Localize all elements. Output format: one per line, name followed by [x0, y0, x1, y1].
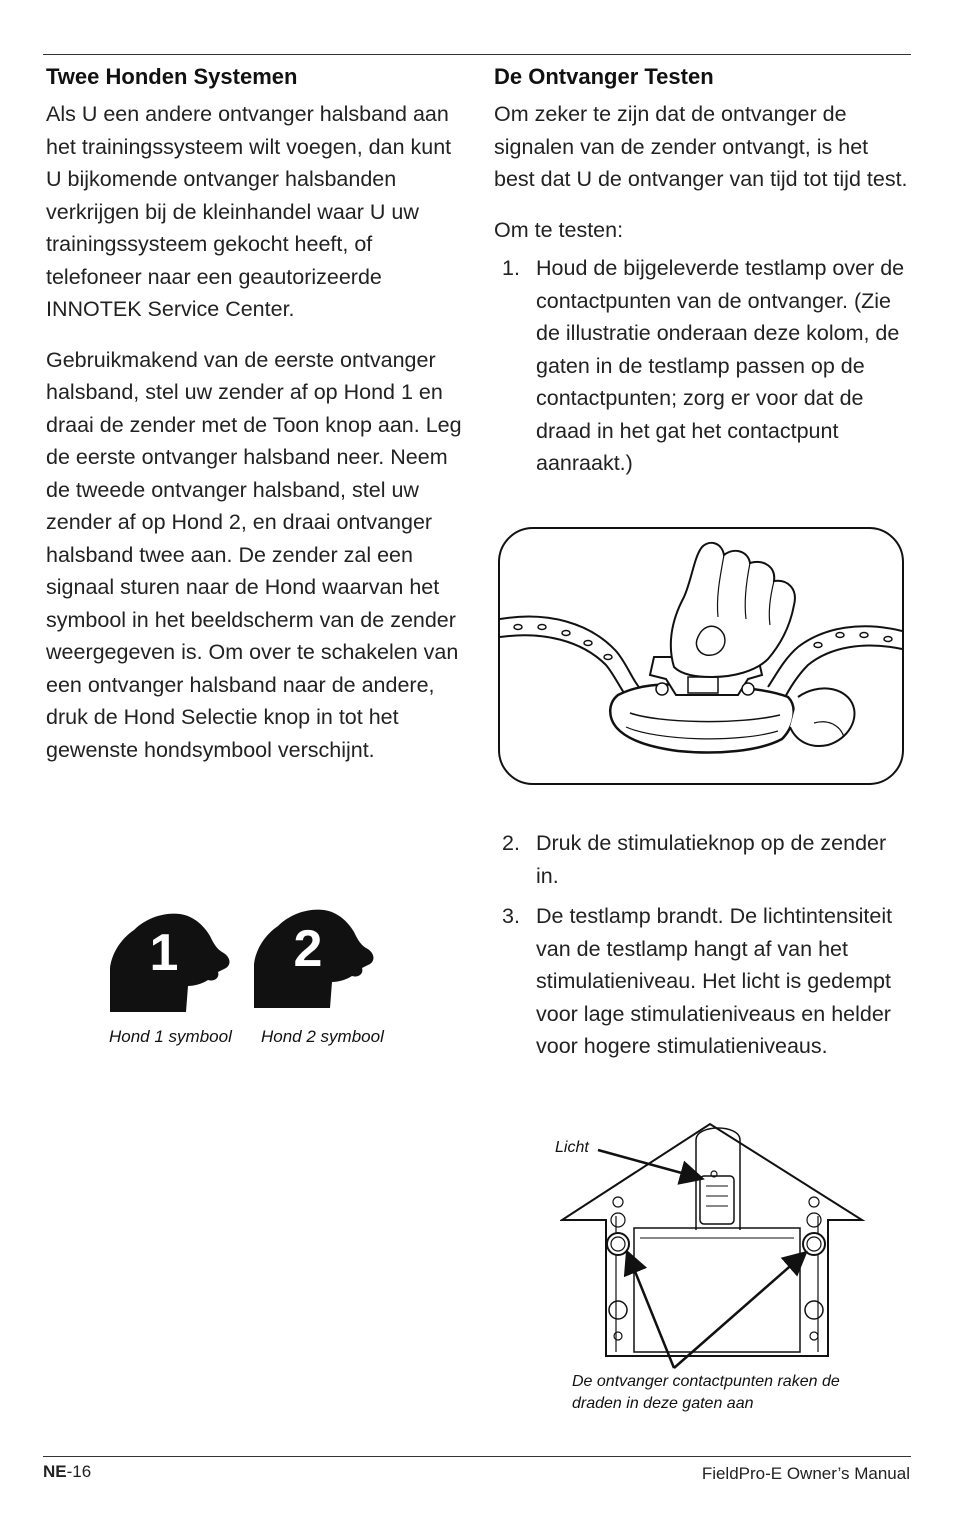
right-column: [494, 62, 914, 480]
test-lamp-diagram: [560, 1120, 870, 1370]
page-number-value: -16: [66, 1462, 92, 1481]
step-2: [494, 827, 914, 892]
paragraph-testing-intro: Om zeker te zijn dat de ontvanger de signalen van de zender ontvangt, is het best dat U de ontvanger van tijd tot tijd test.: [494, 102, 908, 191]
step-2-number: 2.: [502, 831, 520, 855]
step-3-number: 3.: [502, 904, 520, 928]
section-heading-testing: De Ontvanger Testen: [494, 64, 714, 89]
page-prefix: NE: [43, 1462, 67, 1481]
steps-list-a: [494, 252, 914, 480]
right-column-lower: [494, 827, 914, 1063]
bottom-rule: [43, 1456, 911, 1457]
paragraph-to-test: Om te testen:: [494, 217, 624, 242]
step-3: [494, 900, 914, 1063]
collar-test-illustration: [498, 527, 904, 785]
dog-2-caption: Hond 2 symbool: [261, 1027, 384, 1046]
dog-1-number: 1: [149, 924, 179, 982]
left-column: [46, 62, 466, 784]
step-3-text: De testlamp brandt. De lichtintensiteit van de testlamp hangt af van het stimulatieniveau. Het licht is gedempt voor lage stimulatieniveaus en helder voor hogere stimulatieniveaus.: [536, 904, 893, 1058]
dog-1-symbol-icon: [108, 908, 232, 1012]
paragraph-extra-receiver: Als U een andere ontvanger halsband aan het trainingssysteem wilt voegen, dan kunt U bijkomende ontvanger halsbanden verkrijgen bij de kleinhandel waar U uw trainingssysteem gekocht heeft, of telefoneer naar een geautorizeerde INNOTEK Service Center.: [46, 102, 452, 321]
page-number: [43, 1462, 91, 1482]
steps-list-b: [494, 827, 914, 1063]
step-1: [494, 252, 914, 480]
contacts-label: De ontvanger contactpunten raken de draden in deze gaten aan: [572, 1373, 840, 1412]
step-1-number: 1.: [502, 256, 520, 280]
section-heading-two-dogs: Twee Honden Systemen: [46, 64, 298, 89]
light-label: Licht: [555, 1139, 589, 1156]
dog-2-number: 2: [293, 920, 323, 978]
paragraph-setup-instructions: Gebruikmakend van de eerste ontvanger halsband, stel uw zender af op Hond 1 en draai de zender met de Toon knop aan. Leg de eerste ontvanger halsband neer. Neem de tweede ontvanger halsband, stel uw zender af op Hond 2, en draai ontvanger halsband twee aan. De zender zal een signaal sturen naar de Hond waarvan het symbool in het beeldscherm van de zender weergegeven is. Om over te schakelen van een ontvanger halsband naar de andere, druk de Hond Selectie knop in tot het gewenste hondsymbool verschijnt.: [46, 347, 462, 762]
dog-1-caption: Hond 1 symbool: [109, 1027, 232, 1046]
top-rule: [43, 54, 911, 55]
step-1-text: Houd de bijgeleverde testlamp over de contactpunten van de ontvanger. (Zie de illustratie onderaan deze kolom, de gaten in de testlamp passen op de contactpunten; zorg er voor dat de draad in het gat het contactpunt aanraakt.): [536, 256, 905, 475]
step-2-text: Druk de stimulatieknop op de zender in.: [536, 831, 887, 888]
manual-title: FieldPro-E Owner’s Manual: [701, 1464, 910, 1483]
dog-2-symbol-icon: [252, 906, 376, 1008]
